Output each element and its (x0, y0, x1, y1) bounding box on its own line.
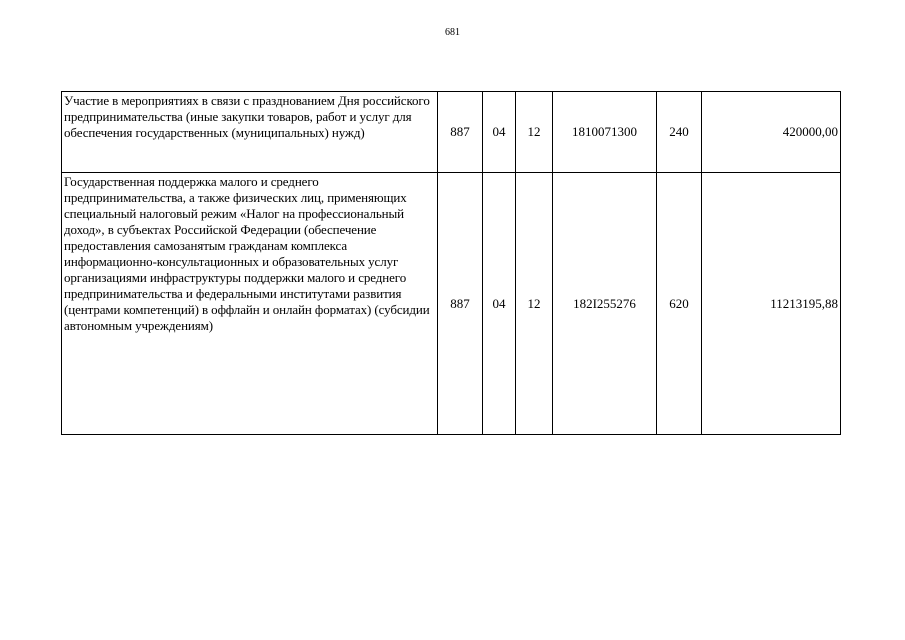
row-target-article: 182I255276 (553, 173, 657, 435)
budget-table (61, 91, 841, 435)
row-description: Государственная поддержка малого и среднего предпринимательства, а также физических лиц, применяющих специальный налоговый режим «Налог на профессиональный доход», в субъектах Российской Федерации (обеспечение предоставления самозанятым гражданам комплекса информационно-консультационных и образовательных услуг организациями инфраструктуры поддержки малого и среднего предпринимательства и федеральными институтами развития (центрами компетенций) в оффлайн и онлайн форматах) (субсидии автономным учреждениям) (62, 173, 438, 435)
table-row (62, 92, 841, 173)
row-amount: 420000,00 (702, 92, 841, 173)
row-expense-type: 240 (657, 92, 702, 173)
table-row (62, 173, 841, 435)
row-ministry-code: 887 (438, 92, 483, 173)
row-subsection-code: 12 (516, 92, 553, 173)
row-description: Участие в мероприятиях в связи с празднованием Дня российского предпринимательства (иные закупки товаров, работ и услуг для обеспечения государственных (муниципальных) нужд) (62, 92, 438, 173)
page-number: 681 (445, 27, 460, 38)
row-amount: 11213195,88 (702, 173, 841, 435)
row-subsection-code: 12 (516, 173, 553, 435)
row-ministry-code: 887 (438, 173, 483, 435)
row-section-code: 04 (483, 92, 516, 173)
row-section-code: 04 (483, 173, 516, 435)
row-target-article: 1810071300 (553, 92, 657, 173)
row-expense-type: 620 (657, 173, 702, 435)
